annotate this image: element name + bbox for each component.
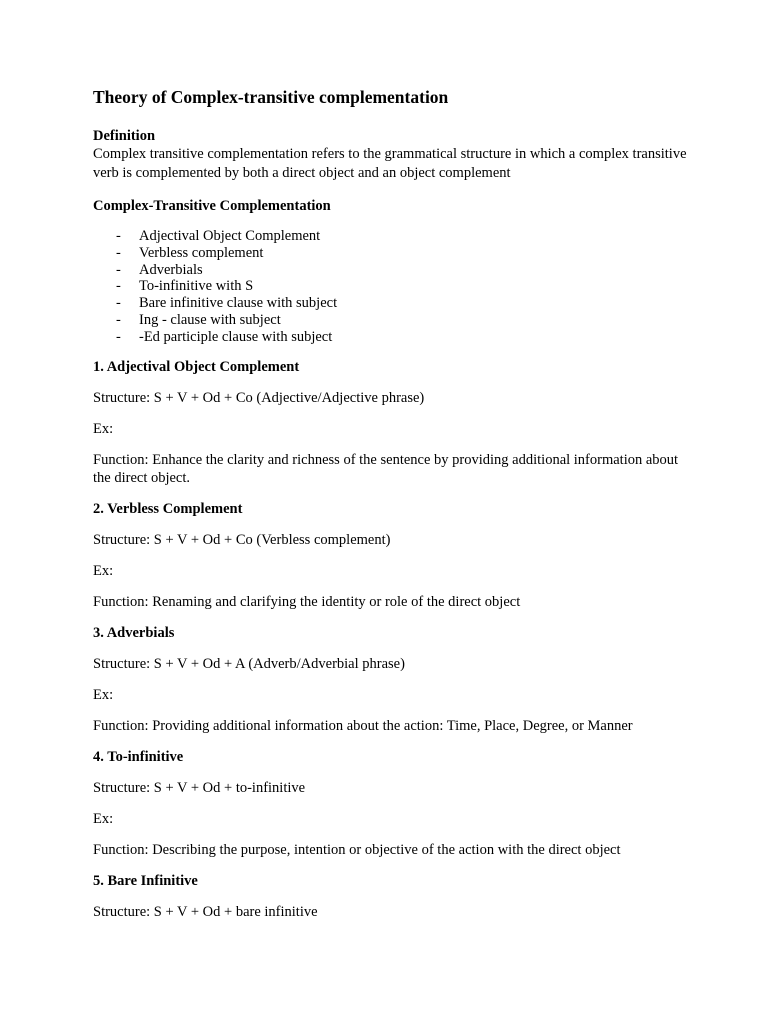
section-example: Ex: bbox=[93, 810, 114, 827]
document-page bbox=[93, 86, 693, 934]
bullet-dash: - bbox=[116, 278, 121, 295]
section-heading-to-infinitive: 4. To-infinitive bbox=[93, 748, 184, 765]
bullet-dash: - bbox=[116, 311, 121, 328]
section-structure: Structure: S + V + Od + Co (Verbless complement) bbox=[93, 531, 391, 548]
section-example: Ex: bbox=[93, 686, 114, 703]
section-example: Ex: bbox=[93, 562, 114, 579]
types-heading: Complex-Transitive Complementation bbox=[93, 198, 331, 214]
bullet-dash: - bbox=[116, 244, 121, 261]
list-item bbox=[93, 245, 693, 262]
list-item-label: Bare infinitive clause with subject bbox=[139, 295, 338, 312]
page-title: Theory of Complex-transitive complementation bbox=[93, 87, 449, 107]
bullet-dash: - bbox=[116, 328, 121, 345]
list-item-label: Ing - clause with subject bbox=[139, 311, 281, 328]
list-item-label: Verbless complement bbox=[139, 244, 264, 261]
definition-text: Complex transitive complementation refers to the grammatical structure in which a complex transitive verb is complemented by both a direct object and an object complement bbox=[93, 146, 687, 181]
section-structure: Structure: S + V + Od + to-infinitive bbox=[93, 779, 306, 796]
list-item bbox=[93, 295, 693, 312]
section-structure: Structure: S + V + Od + bare infinitive bbox=[93, 903, 318, 920]
section-heading-adjectival: 1. Adjectival Object Complement bbox=[93, 358, 300, 375]
list-item bbox=[93, 228, 693, 245]
bullet-dash: - bbox=[116, 295, 121, 312]
list-item bbox=[93, 329, 693, 346]
list-item bbox=[93, 262, 693, 279]
list-item-label: Adjectival Object Complement bbox=[139, 228, 321, 244]
list-item-label: To-infinitive with S bbox=[139, 278, 254, 295]
section-function: Function: Enhance the clarity and richness of the sentence by providing additional information about the direct object. bbox=[93, 451, 679, 486]
section-heading-verbless: 2. Verbless Complement bbox=[93, 500, 243, 517]
bullet-dash: - bbox=[116, 228, 121, 244]
list-item bbox=[93, 312, 693, 329]
section-function: Function: Providing additional information about the action: Time, Place, Degree, or Manner bbox=[93, 717, 633, 734]
types-list bbox=[93, 228, 693, 346]
list-item bbox=[93, 278, 693, 295]
section-structure: Structure: S + V + Od + Co (Adjective/Adjective phrase) bbox=[93, 389, 425, 406]
section-example: Ex: bbox=[93, 420, 114, 437]
section-heading-adverbials: 3. Adverbials bbox=[93, 624, 175, 641]
bullet-dash: - bbox=[116, 261, 121, 278]
section-structure: Structure: S + V + Od + A (Adverb/Adverbial phrase) bbox=[93, 655, 405, 672]
section-function: Function: Renaming and clarifying the identity or role of the direct object bbox=[93, 593, 521, 610]
section-function: Function: Describing the purpose, intention or objective of the action with the direct object bbox=[93, 841, 621, 858]
section-heading-bare-infinitive: 5. Bare Infinitive bbox=[93, 872, 198, 889]
definition-heading: Definition bbox=[93, 128, 156, 144]
list-item-label: Adverbials bbox=[139, 261, 203, 278]
list-item-label: -Ed participle clause with subject bbox=[139, 328, 333, 345]
